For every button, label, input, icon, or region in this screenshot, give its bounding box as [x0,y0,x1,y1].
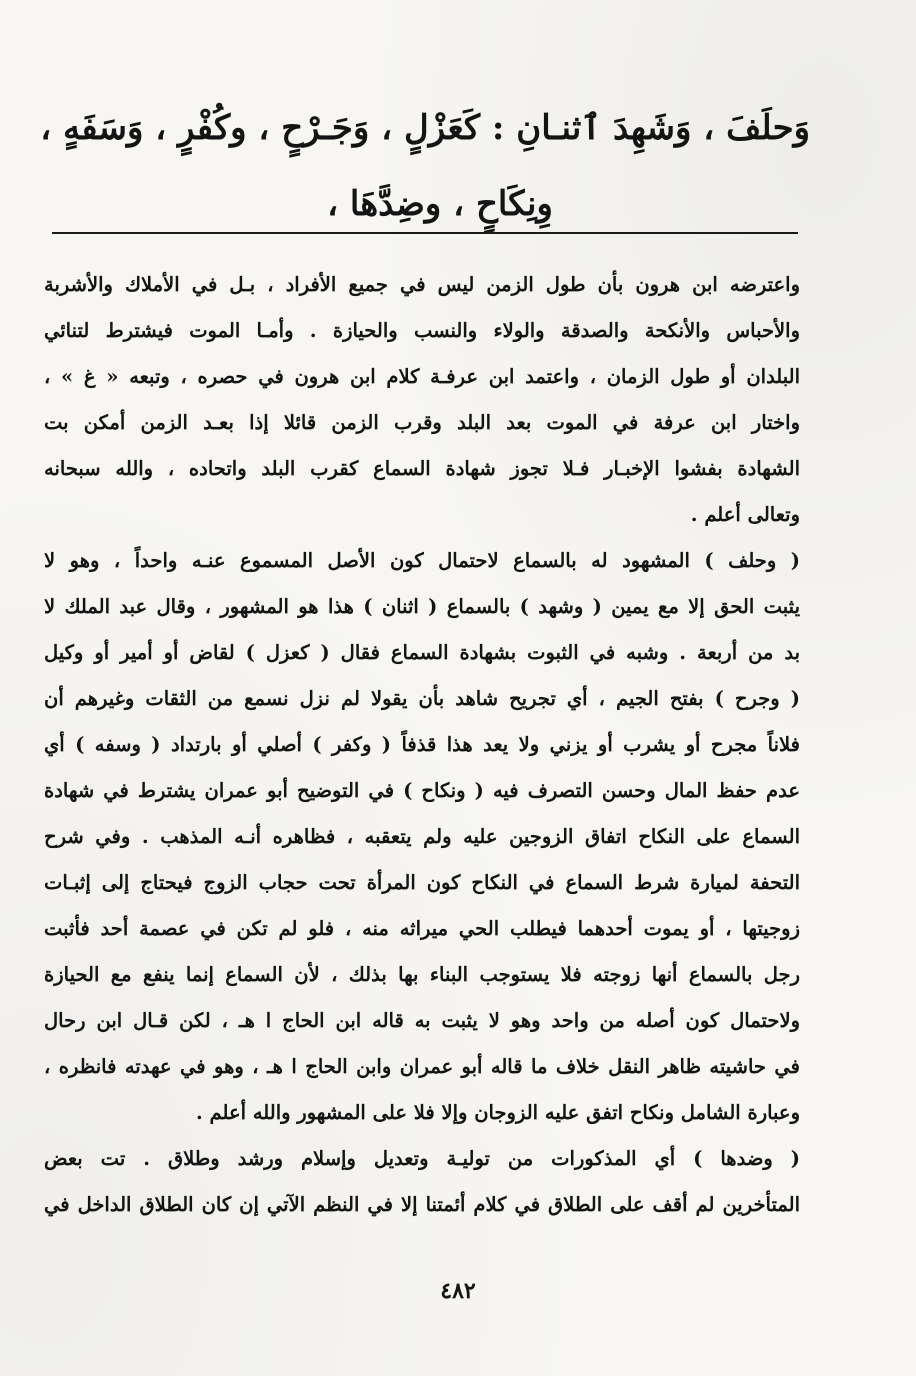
text-line: والأحباس والأنكحة والصدقة والولاء والنسب والحيازة . وأمـا الموت فيشترط لتنائي [44,319,800,342]
page-number: ٤٨٢ [440,1278,476,1304]
text-line: المتأخرين لم أقف على الطلاق في كلام أئمتنا إلا في النظم الآتي إن كان الطلاق الداخل في [44,1193,800,1216]
text-line: السماع على النكاح اتفاق الزوجين عليه ولم يتعقبه ، فظاهره أنـه المذهب . وفي شرح [44,825,800,848]
text-line: فلاناً مجرح أو يشرب أو يزني ولا يعد هذا قذفاً ( وكفر ) أصلي أو بارتداد ( وسفه ) أي [44,733,800,756]
commentary-text [44,262,800,1228]
verse-heading [40,90,810,242]
text-line: وعبارة الشامل ونكاح اتفق عليه الزوجان وإلا فلا على المشهور والله أعلم . [195,1101,800,1124]
paragraph-3 [44,1136,800,1228]
text-line: وتعالى أعلم . [690,503,800,526]
text-line: واختار ابن عرفة في الموت بعد البلد وقرب الزمن قائلا إذا بعـد الزمن أمكن بت [44,411,800,434]
text-line: ولاحتمال كون أصله من واحد وهو لا يثبت به قاله ابن الحاج ا هـ ، لكن قـال ابن رحال [44,1009,800,1032]
text-line: ( وحلف ) المشهود له بالسماع لاحتمال كون الأصل المسموع عنـه واحداً ، وهو لا [44,549,800,572]
text-line: رجل بالسماع أنها زوجته فلا يستوجب البناء بها بذلك ، لأن السماع إنما ينفع مع الحيازة [44,963,800,986]
text-line: التحفة لميارة شرط السماع في النكاح كون المرأة تحت حجاب الزوج فيحتاج إلى إثبـات [44,871,800,894]
paragraph-2 [44,538,800,1136]
text-line: زوجيتها ، أو يموت أحدهما فيطلب الحي ميراثه منه ، فلو لم تكن في عصمة أحد فأثبت [44,917,800,940]
separator-rule [52,232,798,234]
text-line: بد من أربعة . وشبه في الثبوت بشهادة السماع فقال ( كعزل ) لقاض أو أمير أو وكيل [44,641,800,664]
text-line: ( وجرح ) بفتح الجيم ، أي تجريح شاهد بأن يقولا لم نزل نسمع من الثقات وغيرهم أن [44,687,800,710]
paragraph-1 [44,262,800,538]
text-line: يثبت الحق إلا مع يمين ( وشهد ) بالسماع ( اثنان ) هذا هو المشهور ، وقال عبد الملك لا [44,595,800,618]
text-line: واعترضه ابن هرون بأن طول الزمن ليس في جميع الأفراد ، بـل في الأملاك والأشربة [44,273,800,296]
verse-line-2: وِنِكَاحٍ ، وضِدَّهَا ، [327,184,553,224]
text-line: عدم حفظ المال وحسن التصرف فيه ( ونكاح ) في التوضيح أبو عمران يشترط في شهادة [44,779,800,802]
text-line: البلدان أو طول الزمان ، واعتمد ابن عرفـة كلام ابن هرون في حصره ، وتبعه « غ » ، [44,365,800,388]
text-line: الشهادة بفشوا الإخبـار فـلا تجوز شهادة السماع كقرب البلد واتحاده ، والله سبحانه [44,457,800,480]
text-line: ( وضدها ) أي المذكورات من توليـة وتعديل وإسلام ورشد وطلاق . تت بعض [44,1147,800,1170]
text-line: في حاشيته ظاهر النقل خلاف ما قاله أبو عمران وابن الحاج ا هـ ، وهو في عهدته فانظره ، [44,1055,800,1078]
verse-line-1: وَحلَفَ ، وَشَهِدَ ٱثنـانِ : كَعَزْلٍ ، وَجَـرْحٍ ، وكُفْرٍ ، وَسَفَهٍ ، [40,108,810,148]
